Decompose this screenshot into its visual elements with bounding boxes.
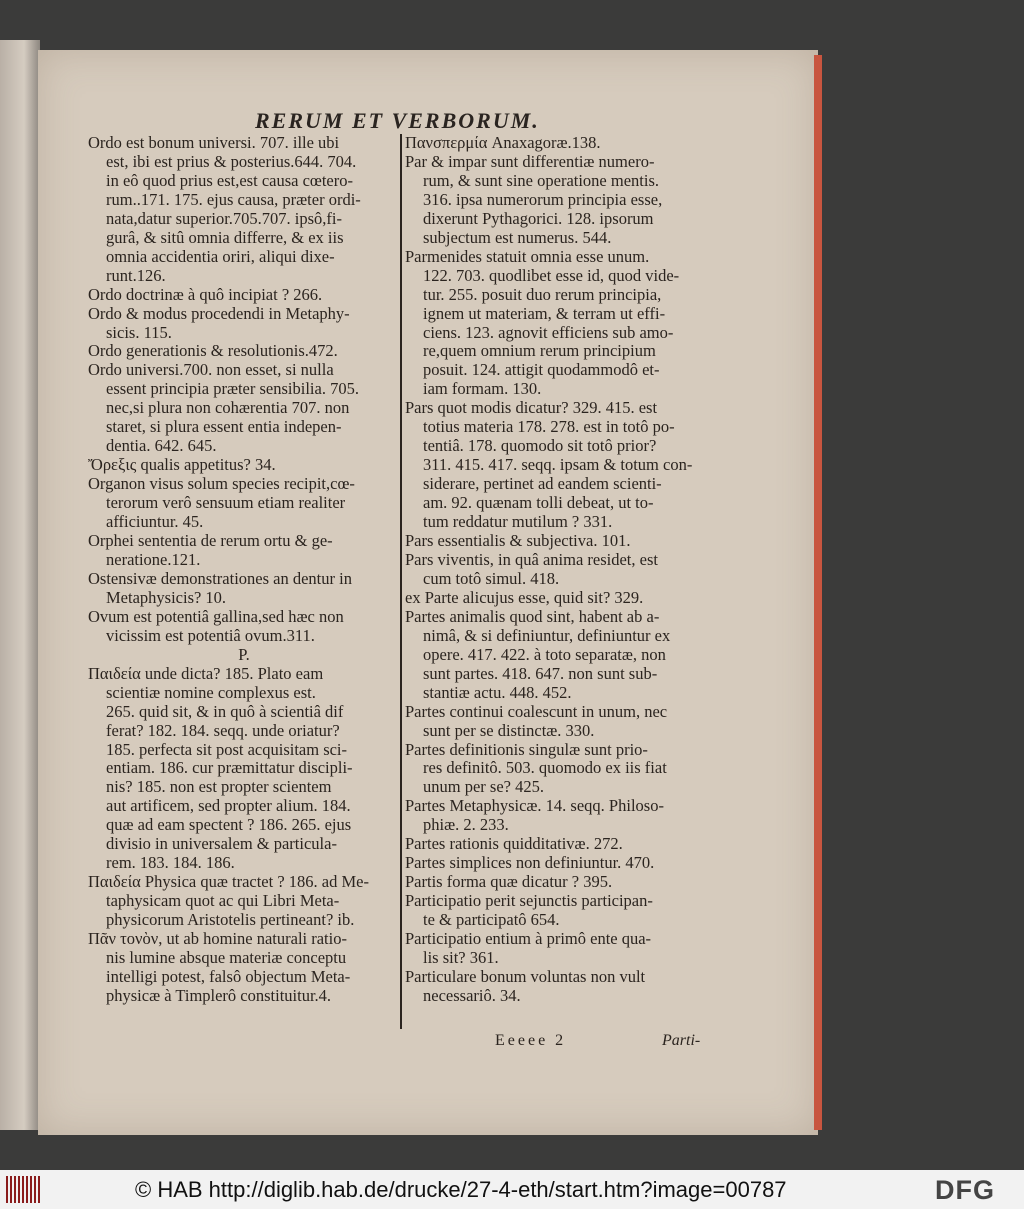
entry-line: unum per se? 425. [423, 778, 544, 797]
entry-line: am. 92. quænam tolli debeat, ut to- [423, 494, 654, 513]
entry-line: Parmenides statuit omnia esse unum. [405, 247, 650, 266]
entry-line: tum reddatur mutilum ? 331. [423, 513, 613, 532]
hab-logo-icon [6, 1176, 40, 1203]
index-entry [88, 532, 400, 570]
entry-line: dixerunt Pythagorici. 128. ipsorum [423, 209, 654, 228]
entry-line: dentia. 642. 645. [106, 437, 217, 456]
entry-line: Ordo generationis & resolutionis.472. [88, 342, 338, 361]
entry-line: cum totô simul. 418. [423, 569, 560, 588]
index-entry [88, 361, 400, 456]
entry-line: Pars essentialis & subjectiva. 101. [405, 532, 631, 551]
entry-line: 185. perfecta sit post acquisitam sci- [106, 740, 348, 759]
entry-line: afficiuntur. 45. [106, 513, 204, 532]
entry-line: sunt per se distinctæ. 330. [423, 721, 595, 740]
index-entry [405, 930, 715, 968]
entry-line: Ordo doctrinæ à quô incipiat ? 266. [88, 285, 323, 304]
entry-line: Metaphysicis? 10. [106, 588, 227, 607]
entry-line: 265. quid sit, & in quô à scientiâ dif [106, 702, 344, 721]
entry-line: phiæ. 2. 233. [423, 816, 509, 835]
entry-line: Ordo universi.700. non esset, si nulla [88, 361, 334, 380]
entry-line: lis sit? 361. [423, 948, 499, 967]
entry-line: tur. 255. posuit duo rerum principia, [423, 285, 662, 304]
entry-line: Pars quot modis dicatur? 329. 415. est [405, 399, 658, 418]
entry-line: aut artificem, sed propter alium. 184. [106, 797, 351, 816]
entry-line: est, ibi est prius & posterius.644. 704. [106, 152, 357, 171]
column-divider [400, 134, 402, 1029]
left-index-column [88, 134, 400, 1006]
running-head: RERUM ET VERBORUM. [255, 108, 540, 133]
entry-line: re,quem omnium rerum principium [423, 342, 656, 361]
entry-line: Partes Metaphysicæ. 14. seqq. Philoso- [405, 797, 664, 816]
entry-line: Par & impar sunt differentiæ numero- [405, 152, 655, 171]
index-entry [88, 608, 400, 646]
catchword: Parti- [662, 1032, 701, 1049]
entry-line: omnia accidentia oriri, aliqui dixe- [106, 247, 335, 266]
entry-line: opere. 417. 422. à toto separatæ, non [423, 645, 666, 664]
index-entry [88, 930, 400, 1006]
entry-line: 311. 415. 417. seqq. ipsam & totum con- [423, 456, 693, 475]
entry-line: neratione.121. [106, 550, 201, 569]
index-entry [405, 153, 715, 248]
index-entry [405, 608, 715, 703]
index-entry [405, 589, 715, 608]
entry-line: Πανσπερμία Anaxagoræ.138. [405, 134, 601, 152]
entry-line: nis lumine absque materiæ conceptu [106, 948, 347, 967]
entry-line: ignem ut materiam, & terram ut effi- [423, 304, 666, 323]
entry-line: 122. 703. quodlibet esse id, quod vide- [423, 266, 680, 285]
entry-line: gurâ, & sitû omnia differre, & ex iis [106, 228, 344, 247]
entry-line: siderare, pertinet ad eandem scienti- [423, 475, 662, 494]
entry-line: sicis. 115. [106, 323, 172, 342]
entry-line: in eô quod prius est,est causa cœtero- [106, 171, 353, 190]
entry-line: Orphei sententia de rerum ortu & ge- [88, 532, 333, 551]
index-entry [88, 475, 400, 532]
entry-line: entiam. 186. cur præmittatur discipli- [106, 759, 353, 778]
entry-line: Pars viventis, in quâ anima residet, est [405, 550, 658, 569]
entry-line: terorum verô sensuum etiam realiter [106, 494, 346, 513]
entry-line: quæ ad eam spectent ? 186. 265. ejus [106, 816, 352, 835]
entry-line: essent principia præter sensibilia. 705. [106, 380, 359, 399]
entry-line: 316. ipsa numerorum principia esse, [423, 190, 663, 209]
page-red-edge [814, 55, 822, 1130]
entry-line: ex Parte alicujus esse, quid sit? 329. [405, 588, 644, 607]
entry-line: Πᾶν τονὸν, ut ab homine naturali ratio- [88, 930, 347, 949]
entry-line: Partes animalis quod sint, habent ab a- [405, 607, 660, 626]
entry-line: nec,si plura non cohærentia 707. non [106, 399, 350, 418]
entry-line: nimâ, & si definiuntur, definiuntur ex [423, 626, 671, 645]
entry-line: Ὄρεξις qualis appetitus? 34. [88, 456, 276, 475]
index-entry [405, 399, 715, 532]
index-entry [405, 532, 715, 551]
entry-line: totius materia 178. 278. est in totô po- [423, 418, 675, 437]
index-entry [88, 646, 400, 665]
entry-line: Partis forma quæ dicatur ? 395. [405, 873, 613, 892]
index-entry [405, 134, 715, 153]
entry-line: ferat? 182. 184. seqq. unde oriatur? [106, 721, 340, 740]
entry-line: Ovum est potentiâ gallina,sed hæc non [88, 607, 344, 626]
entry-line: Ostensivæ demonstrationes an dentur in [88, 569, 352, 588]
entry-line: nata,datur superior.705.707. ipsô,fi- [106, 209, 342, 228]
footer-bar [0, 1170, 1024, 1209]
entry-line: taphysicam quot ac qui Libri Meta- [106, 892, 340, 911]
entry-line: intelligi potest, falsô objectum Meta- [106, 967, 351, 986]
index-entry [88, 134, 400, 286]
index-entry [88, 286, 400, 305]
index-entry [88, 570, 400, 608]
entry-line: subjectum est numerus. 544. [423, 228, 612, 247]
entry-line: Ordo & modus procedendi in Metaphy- [88, 304, 350, 323]
dfg-logo: DFG [935, 1175, 995, 1205]
entry-line: res definitô. 503. quomodo ex iis fiat [423, 759, 667, 778]
entry-line: rum..171. 175. ejus causa, præter ordi- [106, 190, 361, 209]
index-entry [405, 835, 715, 854]
previous-page-edge [0, 40, 40, 1130]
entry-line: Particulare bonum voluntas non vult [405, 967, 646, 986]
index-entry [405, 248, 715, 400]
entry-line: nis? 185. non est propter scientem [106, 778, 332, 797]
index-entry [405, 551, 715, 589]
entry-line: ciens. 123. agnovit efficiens sub amo- [423, 323, 674, 342]
entry-line: posuit. 124. attigit quodammodô et- [423, 361, 660, 380]
index-entry [405, 797, 715, 835]
entry-line: physicorum Aristotelis pertineant? ib. [106, 911, 355, 930]
entry-line: Παιδεία Physica quæ tractet ? 186. ad Me- [88, 873, 369, 892]
entry-line: Partes simplices non definiuntur. 470. [405, 854, 655, 873]
entry-line: runt.126. [106, 266, 166, 285]
index-entry [88, 342, 400, 361]
entry-line: Organon visus solum species recipit,cœ- [88, 475, 355, 494]
entry-line: sunt partes. 418. 647. non sunt sub- [423, 664, 658, 683]
entry-line: tentiâ. 178. quomodo sit totô prior? [423, 437, 657, 456]
entry-line: rum, & sunt sine operatione mentis. [423, 171, 660, 190]
entry-line: Partes rationis quidditativæ. 272. [405, 835, 623, 854]
right-index-column [405, 134, 715, 1006]
entry-line: divisio in universalem & particula- [106, 835, 337, 854]
entry-line: Παιδεία unde dicta? 185. Plato eam [88, 664, 324, 683]
index-entry [88, 305, 400, 343]
attribution-link[interactable]: © HAB http://diglib.hab.de/drucke/27-4-eth/start.htm?image=00787 [135, 1177, 787, 1202]
entry-line: physicæ à Timplerô constituitur.4. [106, 986, 332, 1005]
entry-line: scientiæ nomine complexus est. [106, 683, 316, 702]
entry-line: Partes continui coalescunt in unum, nec [405, 702, 668, 721]
entry-line: Ordo est bonum universi. 707. ille ubi [88, 134, 340, 152]
index-entry [405, 873, 715, 892]
index-entry [405, 968, 715, 1006]
index-entry [405, 892, 715, 930]
entry-line: iam formam. 130. [423, 380, 542, 399]
signature-mark: Eeeee 2 [495, 1032, 567, 1049]
index-entry [88, 456, 400, 475]
entry-line: necessariô. 34. [423, 986, 521, 1005]
index-entry [88, 665, 400, 873]
index-entry [405, 703, 715, 741]
index-entry [88, 873, 400, 930]
entry-line: Participatio perit sejunctis participan- [405, 892, 653, 911]
entry-line: te & participatô 654. [423, 911, 560, 930]
entry-line: stantiæ actu. 448. 452. [423, 683, 572, 702]
index-entry [405, 741, 715, 798]
section-letter: P. [238, 645, 250, 664]
index-entry [405, 854, 715, 873]
entry-line: staret, si plura essent entia indepen- [106, 418, 342, 437]
entry-line: Partes definitionis singulæ sunt prio- [405, 740, 648, 759]
entry-line: rem. 183. 184. 186. [106, 854, 235, 873]
entry-line: vicissim est potentiâ ovum.311. [106, 626, 315, 645]
entry-line: Participatio entium à primô ente qua- [405, 930, 652, 949]
